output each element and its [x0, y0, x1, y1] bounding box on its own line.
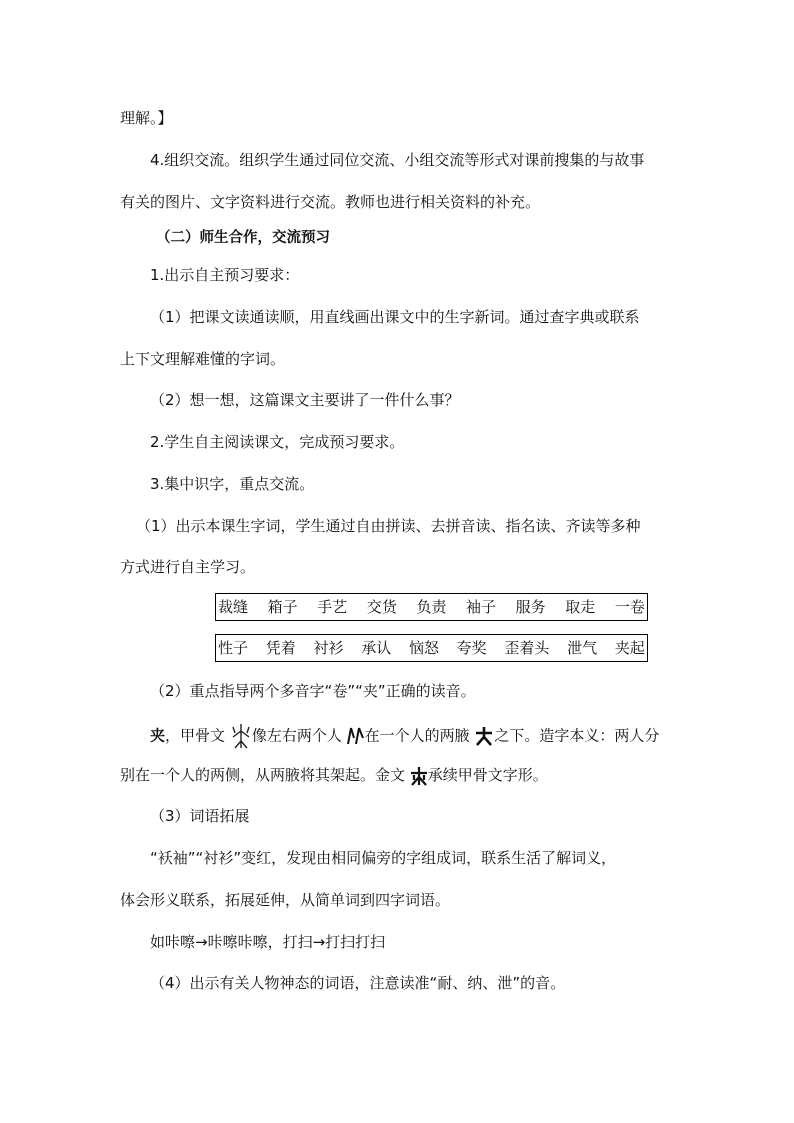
word-item: 夸奖 [456, 639, 487, 657]
word-item: 手艺 [317, 598, 348, 616]
para-line-8: 2.学生自主阅读课文，完成预习要求。 [150, 433, 405, 451]
text-segment: ，甲骨文 [165, 726, 226, 745]
text-segment: 别在一个人的两侧，从两腋将其架起。金文 [120, 766, 406, 784]
para-line-16: “袄袖”“衬衫”变红，发现由相同偏旁的字组成词，联系生活了解词义， [150, 849, 617, 867]
word-item: 裁缝 [218, 598, 249, 616]
bronze-jia-glyph [410, 766, 428, 786]
para-line-2: 4.组织交流。组织学生通过同位交流、小组交流等形式对课前搜集的与故事 [150, 151, 645, 169]
para-line-6: 上下文理解难懂的字词。 [120, 350, 286, 368]
word-item: 交货 [366, 598, 397, 616]
para-line-1: 理解。】 [120, 109, 173, 127]
para-line-13 [150, 723, 659, 749]
text-segment: 像左右两个人 [251, 726, 342, 745]
oracle-bone-jia-glyph [230, 723, 252, 749]
para-line-15: （3）词语拓展 [150, 807, 250, 825]
word-item: 歪着头 [504, 639, 550, 657]
word-item: 承认 [361, 639, 392, 657]
word-item: 负责 [416, 598, 447, 616]
text-segment: 在一个人的两腋 [364, 726, 470, 745]
para-line-5: （1）把课文读通读顺，用直线画出课文中的生字新词。通过查字典或联系 [150, 308, 640, 326]
word-item: 夹起 [614, 639, 645, 657]
word-box-row-2 [215, 634, 648, 662]
para-line-14 [120, 765, 548, 786]
para-line-17: 体会形义联系，拓展延伸，从简单词到四字词语。 [120, 891, 451, 909]
para-line-9: 3.集中识字，重点交流。 [150, 475, 315, 493]
word-item: 性子 [218, 639, 249, 657]
highlight-char: 夹 [150, 726, 166, 745]
word-item: 泄气 [567, 639, 598, 657]
word-item: 一卷 [614, 598, 645, 616]
word-item: 凭着 [265, 639, 296, 657]
para-line-10: （1）出示本课生字词，学生通过自由拼读、去拼音读、指名读、齐读等多种 [136, 517, 641, 535]
word-item: 衬衫 [313, 639, 344, 657]
para-line-4: 1.出示自主预习要求： [150, 266, 300, 284]
para-line-12: （2）重点指导两个多音字“卷”“夹”正确的读音。 [150, 682, 476, 700]
para-line-7: （2）想一想，这篇课文主要讲了一件什么事？ [150, 391, 460, 409]
para-line-18: 如咔嚓→咔嚓咔嚓，打扫→打扫打扫 [150, 933, 386, 951]
word-item: 袖子 [466, 598, 497, 616]
para-line-19: （4）出示有关人物神态的词语，注意读准“耐、纳、泄”的音。 [150, 974, 566, 992]
text-segment: 之下。造字本义：两人分 [494, 726, 660, 745]
para-line-3: 有关的图片、文字资料进行交流。教师也进行相关资料的补充。 [120, 193, 541, 211]
section-heading: （二）师生合作，交流预习 [156, 229, 330, 246]
word-item: 服务 [515, 598, 546, 616]
para-line-11: 方式进行自主学习。 [120, 558, 256, 576]
word-item: 取走 [565, 598, 596, 616]
text-segment: 承续甲骨文字形。 [427, 766, 548, 784]
big-person-glyph [474, 726, 494, 746]
two-persons-glyph [347, 726, 365, 746]
word-item: 恼怒 [408, 639, 439, 657]
word-item: 箱子 [267, 598, 298, 616]
word-box-row-1 [215, 593, 648, 621]
